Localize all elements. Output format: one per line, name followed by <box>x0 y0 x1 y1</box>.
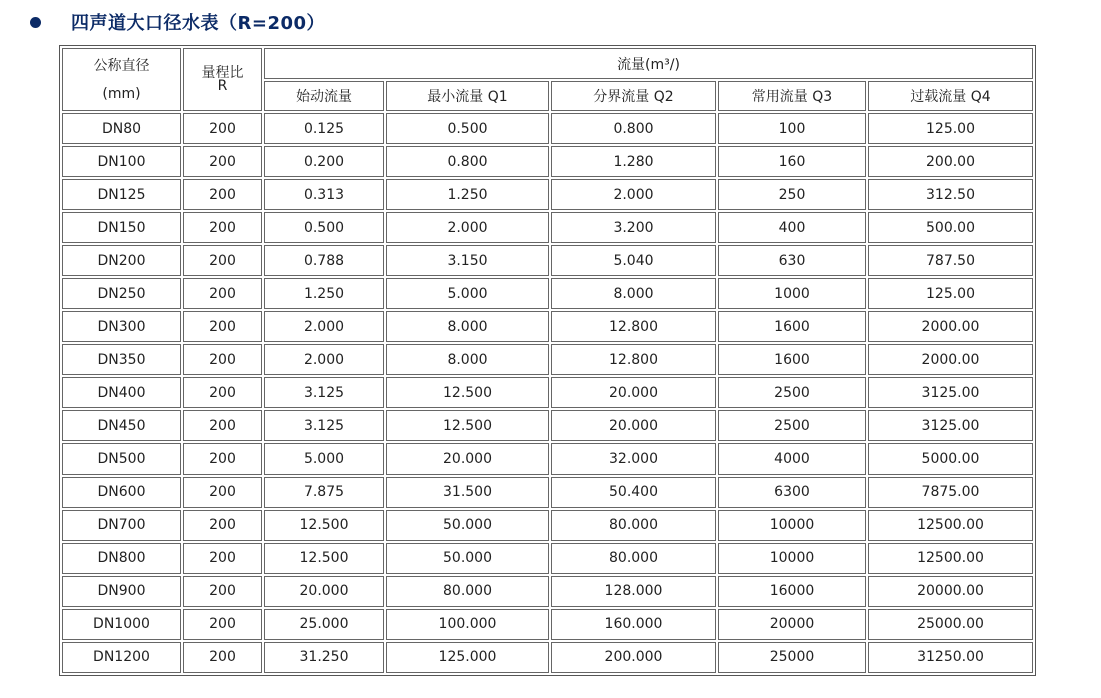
cell-min-flow-q1: 125.000 <box>386 642 549 673</box>
table-row <box>62 311 1033 342</box>
cell-common-flow-q3: 25000 <box>718 642 866 673</box>
cell-common-flow-q3: 630 <box>718 245 866 276</box>
cell-range-ratio: 200 <box>183 278 262 309</box>
cell-nominal-diameter: DN150 <box>62 212 181 243</box>
cell-nominal-diameter: DN1000 <box>62 609 181 640</box>
cell-min-flow-q1: 8.000 <box>386 311 549 342</box>
header-diameter-unit: (mm) <box>102 85 141 102</box>
cell-boundary-flow-q2: 200.000 <box>551 642 716 673</box>
cell-boundary-flow-q2: 2.000 <box>551 179 716 210</box>
header-ratio-symbol: R <box>217 77 228 94</box>
table-row <box>62 278 1033 309</box>
cell-common-flow-q3: 250 <box>718 179 866 210</box>
cell-min-flow-q1: 31.500 <box>386 477 549 508</box>
cell-nominal-diameter: DN300 <box>62 311 181 342</box>
cell-common-flow-q3: 1000 <box>718 278 866 309</box>
header-min-flow: 最小流量 Q1 <box>386 81 549 111</box>
cell-overload-flow-q4: 125.00 <box>868 113 1033 144</box>
cell-start-flow: 20.000 <box>264 576 384 607</box>
cell-nominal-diameter: DN250 <box>62 278 181 309</box>
cell-nominal-diameter: DN600 <box>62 477 181 508</box>
cell-common-flow-q3: 20000 <box>718 609 866 640</box>
cell-min-flow-q1: 1.250 <box>386 179 549 210</box>
cell-boundary-flow-q2: 0.800 <box>551 113 716 144</box>
cell-overload-flow-q4: 7875.00 <box>868 477 1033 508</box>
cell-common-flow-q3: 160 <box>718 146 866 177</box>
cell-range-ratio: 200 <box>183 179 262 210</box>
cell-boundary-flow-q2: 80.000 <box>551 510 716 541</box>
cell-range-ratio: 200 <box>183 543 262 574</box>
cell-start-flow: 3.125 <box>264 410 384 441</box>
cell-common-flow-q3: 4000 <box>718 443 866 474</box>
table-row <box>62 477 1033 508</box>
header-common-flow: 常用流量 Q3 <box>718 81 866 111</box>
cell-boundary-flow-q2: 50.400 <box>551 477 716 508</box>
cell-range-ratio: 200 <box>183 510 262 541</box>
header-start-flow: 始动流量 <box>264 81 384 111</box>
cell-min-flow-q1: 0.500 <box>386 113 549 144</box>
cell-boundary-flow-q2: 128.000 <box>551 576 716 607</box>
cell-overload-flow-q4: 31250.00 <box>868 642 1033 673</box>
cell-boundary-flow-q2: 80.000 <box>551 543 716 574</box>
cell-range-ratio: 200 <box>183 576 262 607</box>
cell-common-flow-q3: 1600 <box>718 311 866 342</box>
cell-nominal-diameter: DN80 <box>62 113 181 144</box>
cell-boundary-flow-q2: 12.800 <box>551 311 716 342</box>
cell-nominal-diameter: DN700 <box>62 510 181 541</box>
cell-range-ratio: 200 <box>183 609 262 640</box>
table-body <box>62 113 1033 673</box>
cell-range-ratio: 200 <box>183 311 262 342</box>
cell-nominal-diameter: DN450 <box>62 410 181 441</box>
cell-start-flow: 2.000 <box>264 344 384 375</box>
cell-overload-flow-q4: 3125.00 <box>868 410 1033 441</box>
table-row <box>62 113 1033 144</box>
cell-nominal-diameter: DN1200 <box>62 642 181 673</box>
cell-min-flow-q1: 50.000 <box>386 510 549 541</box>
cell-min-flow-q1: 0.800 <box>386 146 549 177</box>
cell-nominal-diameter: DN400 <box>62 377 181 408</box>
cell-range-ratio: 200 <box>183 344 262 375</box>
cell-start-flow: 0.313 <box>264 179 384 210</box>
cell-overload-flow-q4: 5000.00 <box>868 443 1033 474</box>
cell-common-flow-q3: 16000 <box>718 576 866 607</box>
cell-range-ratio: 200 <box>183 477 262 508</box>
cell-overload-flow-q4: 125.00 <box>868 278 1033 309</box>
table-row <box>62 576 1033 607</box>
cell-start-flow: 2.000 <box>264 311 384 342</box>
cell-overload-flow-q4: 200.00 <box>868 146 1033 177</box>
table-row <box>62 179 1033 210</box>
cell-range-ratio: 200 <box>183 443 262 474</box>
cell-start-flow: 12.500 <box>264 543 384 574</box>
cell-min-flow-q1: 5.000 <box>386 278 549 309</box>
cell-common-flow-q3: 2500 <box>718 410 866 441</box>
cell-overload-flow-q4: 12500.00 <box>868 543 1033 574</box>
cell-start-flow: 31.250 <box>264 642 384 673</box>
header-ratio-label: 量程比 <box>201 64 244 81</box>
cell-min-flow-q1: 50.000 <box>386 543 549 574</box>
header-overload-flow: 过载流量 Q4 <box>868 81 1033 111</box>
cell-nominal-diameter: DN100 <box>62 146 181 177</box>
cell-overload-flow-q4: 3125.00 <box>868 377 1033 408</box>
cell-min-flow-q1: 8.000 <box>386 344 549 375</box>
cell-overload-flow-q4: 500.00 <box>868 212 1033 243</box>
cell-min-flow-q1: 20.000 <box>386 443 549 474</box>
flow-spec-table <box>59 45 1036 676</box>
cell-range-ratio: 200 <box>183 377 262 408</box>
cell-range-ratio: 200 <box>183 146 262 177</box>
cell-min-flow-q1: 100.000 <box>386 609 549 640</box>
cell-overload-flow-q4: 312.50 <box>868 179 1033 210</box>
cell-min-flow-q1: 3.150 <box>386 245 549 276</box>
cell-start-flow: 0.200 <box>264 146 384 177</box>
table-row <box>62 443 1033 474</box>
cell-boundary-flow-q2: 3.200 <box>551 212 716 243</box>
bullet-icon <box>30 17 41 28</box>
table-row <box>62 377 1033 408</box>
cell-start-flow: 0.500 <box>264 212 384 243</box>
cell-boundary-flow-q2: 5.040 <box>551 245 716 276</box>
cell-nominal-diameter: DN900 <box>62 576 181 607</box>
cell-nominal-diameter: DN125 <box>62 179 181 210</box>
table-row <box>62 510 1033 541</box>
cell-common-flow-q3: 2500 <box>718 377 866 408</box>
cell-boundary-flow-q2: 1.280 <box>551 146 716 177</box>
header-diameter-label: 公称直径 <box>93 57 150 74</box>
cell-overload-flow-q4: 2000.00 <box>868 344 1033 375</box>
cell-start-flow: 0.125 <box>264 113 384 144</box>
cell-start-flow: 0.788 <box>264 245 384 276</box>
page-heading <box>30 8 325 36</box>
cell-common-flow-q3: 100 <box>718 113 866 144</box>
cell-boundary-flow-q2: 160.000 <box>551 609 716 640</box>
cell-overload-flow-q4: 25000.00 <box>868 609 1033 640</box>
cell-range-ratio: 200 <box>183 245 262 276</box>
cell-overload-flow-q4: 20000.00 <box>868 576 1033 607</box>
cell-start-flow: 3.125 <box>264 377 384 408</box>
table-row <box>62 245 1033 276</box>
cell-boundary-flow-q2: 32.000 <box>551 443 716 474</box>
table-row <box>62 543 1033 574</box>
cell-nominal-diameter: DN500 <box>62 443 181 474</box>
cell-start-flow: 5.000 <box>264 443 384 474</box>
cell-overload-flow-q4: 12500.00 <box>868 510 1033 541</box>
table-row <box>62 609 1033 640</box>
cell-min-flow-q1: 2.000 <box>386 212 549 243</box>
cell-common-flow-q3: 400 <box>718 212 866 243</box>
cell-boundary-flow-q2: 20.000 <box>551 410 716 441</box>
table-row <box>62 410 1033 441</box>
header-flow-group: 流量(m³/) <box>264 48 1033 79</box>
cell-min-flow-q1: 12.500 <box>386 377 549 408</box>
cell-common-flow-q3: 1600 <box>718 344 866 375</box>
cell-start-flow: 12.500 <box>264 510 384 541</box>
cell-nominal-diameter: DN200 <box>62 245 181 276</box>
cell-range-ratio: 200 <box>183 642 262 673</box>
cell-boundary-flow-q2: 20.000 <box>551 377 716 408</box>
table-row <box>62 146 1033 177</box>
cell-overload-flow-q4: 787.50 <box>868 245 1033 276</box>
cell-min-flow-q1: 12.500 <box>386 410 549 441</box>
header-diameter <box>62 48 181 111</box>
cell-range-ratio: 200 <box>183 113 262 144</box>
table-row <box>62 212 1033 243</box>
header-boundary-flow: 分界流量 Q2 <box>551 81 716 111</box>
cell-nominal-diameter: DN800 <box>62 543 181 574</box>
header-ratio <box>183 48 262 111</box>
cell-start-flow: 1.250 <box>264 278 384 309</box>
cell-common-flow-q3: 10000 <box>718 510 866 541</box>
cell-nominal-diameter: DN350 <box>62 344 181 375</box>
cell-common-flow-q3: 10000 <box>718 543 866 574</box>
cell-start-flow: 7.875 <box>264 477 384 508</box>
cell-range-ratio: 200 <box>183 212 262 243</box>
table-row <box>62 642 1033 673</box>
table-container <box>59 45 1036 676</box>
page-title: 四声道大口径水表（R=200） <box>71 13 326 34</box>
header-row-top <box>62 48 1033 79</box>
cell-overload-flow-q4: 2000.00 <box>868 311 1033 342</box>
cell-common-flow-q3: 6300 <box>718 477 866 508</box>
cell-boundary-flow-q2: 12.800 <box>551 344 716 375</box>
cell-boundary-flow-q2: 8.000 <box>551 278 716 309</box>
cell-min-flow-q1: 80.000 <box>386 576 549 607</box>
table-row <box>62 344 1033 375</box>
cell-start-flow: 25.000 <box>264 609 384 640</box>
cell-range-ratio: 200 <box>183 410 262 441</box>
